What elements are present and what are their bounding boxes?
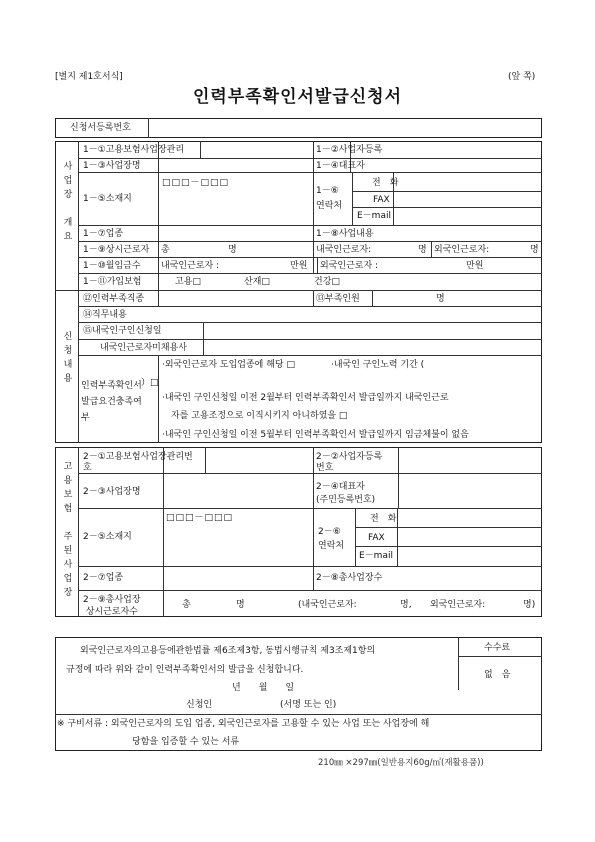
field-1-3-label: 1－③사업장명 <box>83 161 141 171</box>
field-1-2-input[interactable] <box>392 143 540 156</box>
field-1-7-input[interactable] <box>160 227 310 239</box>
field-1-6-label: 1－⑥ 연락처 <box>316 186 343 211</box>
applicant-label: 신청인 <box>186 700 213 710</box>
section1-side-label: 사 업 장 개 요 <box>63 162 73 242</box>
field-2-4-label: 2－④대표자 (주민등록번호) <box>316 482 376 505</box>
unit-person-5: 명 <box>236 600 245 610</box>
requirement-item-2: ·내국인 구인신청일 이전 2월부터 인력부족확인서 발급일까지 내국인근로 <box>162 393 449 403</box>
email-input-2[interactable] <box>399 548 540 564</box>
requirement-item-3[interactable]: 자를 고용조정으로 이직시키지 아니하였을 □ <box>162 411 348 421</box>
field-15b-input[interactable] <box>205 341 540 353</box>
requirement-item-1[interactable]: ·외국인근로자 도입업종에 해당 □ ·내국인 구인노력 기간 ( <box>162 360 425 370</box>
foreign-wage-label: 외국인근로자 : <box>320 261 379 271</box>
field-1-2-label: 1－②사업자등록 <box>316 145 383 155</box>
signature-label[interactable]: (서명 또는 인) <box>280 700 337 710</box>
unit-person-2: 명 <box>418 245 427 255</box>
total-label-1: 총 <box>161 245 170 255</box>
tel-input-1[interactable] <box>395 174 540 189</box>
field-2-6-label: 2－⑥ 연락처 <box>318 527 345 551</box>
tel-label-1: 전 화 <box>372 178 399 188</box>
registration-number-field[interactable] <box>150 120 540 136</box>
attachments-line-1: ※ 구비서류 : 외국인근로자의 도입 업종, 외국인근로자를 고용할 수 있는 사업 또는 사업장에 해 <box>57 719 430 729</box>
field-1-5-label: 1－⑤소재지 <box>83 194 132 204</box>
applicant-name-field[interactable] <box>222 698 274 710</box>
section2-side-label: 신 청 내 용 <box>63 332 73 384</box>
tel-input-2[interactable] <box>399 510 540 525</box>
fax-label-2: FAX <box>368 533 385 543</box>
email-label-1: E－mail <box>357 211 391 221</box>
field-15b-label: 내국인근로자미채용사 <box>100 343 187 353</box>
field-1-1-label: 1－①고용보험사업장관리 <box>83 145 185 155</box>
email-input-1[interactable] <box>395 209 540 223</box>
declaration-line-1: 외국인근로자의고용등에관한법률 제6조제3항, 동법시행규칙 제3조제1항의 <box>80 646 376 656</box>
field-1-10-label: 1－⑩월임금수 <box>83 261 141 271</box>
field-1-8-label: 1－⑧사업내용 <box>316 229 374 239</box>
field-2-7-label: 2－⑦업종 <box>83 573 124 583</box>
form-title: 인력부족확인서발급신청서 <box>192 87 403 107</box>
field-14-input[interactable] <box>140 308 540 320</box>
requirements-label-close[interactable]: ）□ <box>141 378 159 388</box>
field-2-5-label: 2－⑤소재지 <box>83 532 132 542</box>
field-2-2-input[interactable] <box>400 449 540 471</box>
field-2-5-input[interactable] <box>165 527 311 564</box>
field-2-4-input[interactable] <box>400 475 540 506</box>
insurance-industrial-checkbox[interactable]: 산재□ <box>244 277 270 287</box>
declaration-date[interactable]: 년 월 일 <box>232 683 295 693</box>
total-label-2: 총 <box>182 600 191 610</box>
postal-code-2[interactable]: □□□－□□□ <box>166 513 234 523</box>
person-close: 명) <box>523 600 536 610</box>
field-12-input[interactable] <box>160 292 310 304</box>
unit-person-4: 명 <box>436 294 445 304</box>
field-1-9-label: 1－⑨상시근로자 <box>83 245 150 255</box>
section3-side-label: 고 용 보 험 주 된 사 업 장 <box>63 462 73 598</box>
paper-size-footer: 210㎜ ×297㎜(일반용지60g/㎡(재활용품)) <box>318 758 484 768</box>
fee-value: 없 음 <box>484 670 511 680</box>
fee-label: 수수료 <box>484 643 511 653</box>
field-1-7-label: 1－⑦업종 <box>83 229 124 239</box>
field-2-3-label: 2－③사업장명 <box>83 487 141 497</box>
field-13-label: ⑬부족인원 <box>316 294 360 304</box>
page-side-label: (앞 쪽) <box>508 72 536 82</box>
field-1-4-input[interactable] <box>380 160 540 171</box>
field-1-5-input[interactable] <box>160 192 310 222</box>
fax-label-1: FAX <box>373 195 390 205</box>
registration-number-label: 신청서등록번호 <box>70 123 131 133</box>
foreign-workers-label: 외국인근로자: <box>434 245 490 255</box>
insurance-employment-checkbox[interactable]: 고용□ <box>175 277 201 287</box>
domestic-wage-label: 내국인근로자 : <box>161 261 220 271</box>
person-comma: 명, <box>400 600 412 610</box>
field-2-3-input[interactable] <box>165 475 311 506</box>
field-1-11-label: 1－⑪가입보험 <box>83 277 142 287</box>
field-2-8-label: 2－⑧총사업장수 <box>316 573 383 583</box>
field-2-1-label: 2－①고용보험사업장관리번 호 <box>83 452 193 473</box>
field-1-1-input[interactable] <box>202 143 310 156</box>
field-1-4-label: 1－④대표자 <box>316 161 365 171</box>
domestic-workers-label: 내국인근로자: <box>316 245 372 255</box>
tel-label-2: 전 화 <box>370 514 397 524</box>
field-14-label: ⑭직무내용 <box>83 310 127 320</box>
foreign-label-2: 외국인근로자: <box>430 600 486 610</box>
field-2-2-label: 2－②사업자등록 번호 <box>316 452 383 473</box>
unit-won-1: 만원 <box>290 261 308 271</box>
field-15-label: ⑮내국인구인신청일 <box>83 326 162 336</box>
declaration-line-2: 규정에 따라 위와 같이 인력부족확인서의 발급을 신청합니다. <box>66 665 304 675</box>
field-2-8-input[interactable] <box>400 568 540 588</box>
requirements-label: 인력부족확인서 발급요건충족여 부 <box>81 381 142 423</box>
postal-code-1[interactable]: □□□－□□□ <box>162 178 230 188</box>
unit-won-2: 만원 <box>466 261 484 271</box>
field-1-3-input[interactable] <box>160 160 310 171</box>
fax-input-1[interactable] <box>395 193 540 206</box>
attachments-line-2: 당함을 입증할 수 있는 서류 <box>132 737 240 747</box>
field-2-1-input[interactable] <box>207 449 311 471</box>
insurance-health-checkbox[interactable]: 건강□ <box>314 277 340 287</box>
requirement-item-4: ·내국인 구인신청일 이전 5월부터 인력부족확인서 발급일까지 임금체불이 없음 <box>162 430 469 440</box>
field-1-8-input[interactable] <box>380 227 540 239</box>
field-12-label: ⑫인력부족직종 <box>83 294 145 304</box>
field-2-9-label: 2－⑨총사업장 상시근로자수 <box>83 595 141 617</box>
domestic-label-2: (내국인근로자: <box>298 600 357 610</box>
email-label-2: E－mail <box>359 551 393 561</box>
fax-input-2[interactable] <box>399 529 540 544</box>
form-number: [별지 제1호서식] <box>55 72 123 82</box>
field-15-input[interactable] <box>205 324 540 337</box>
unit-person-3: 명 <box>530 245 539 255</box>
unit-person-1: 명 <box>228 245 237 255</box>
field-2-7-input[interactable] <box>165 568 311 588</box>
